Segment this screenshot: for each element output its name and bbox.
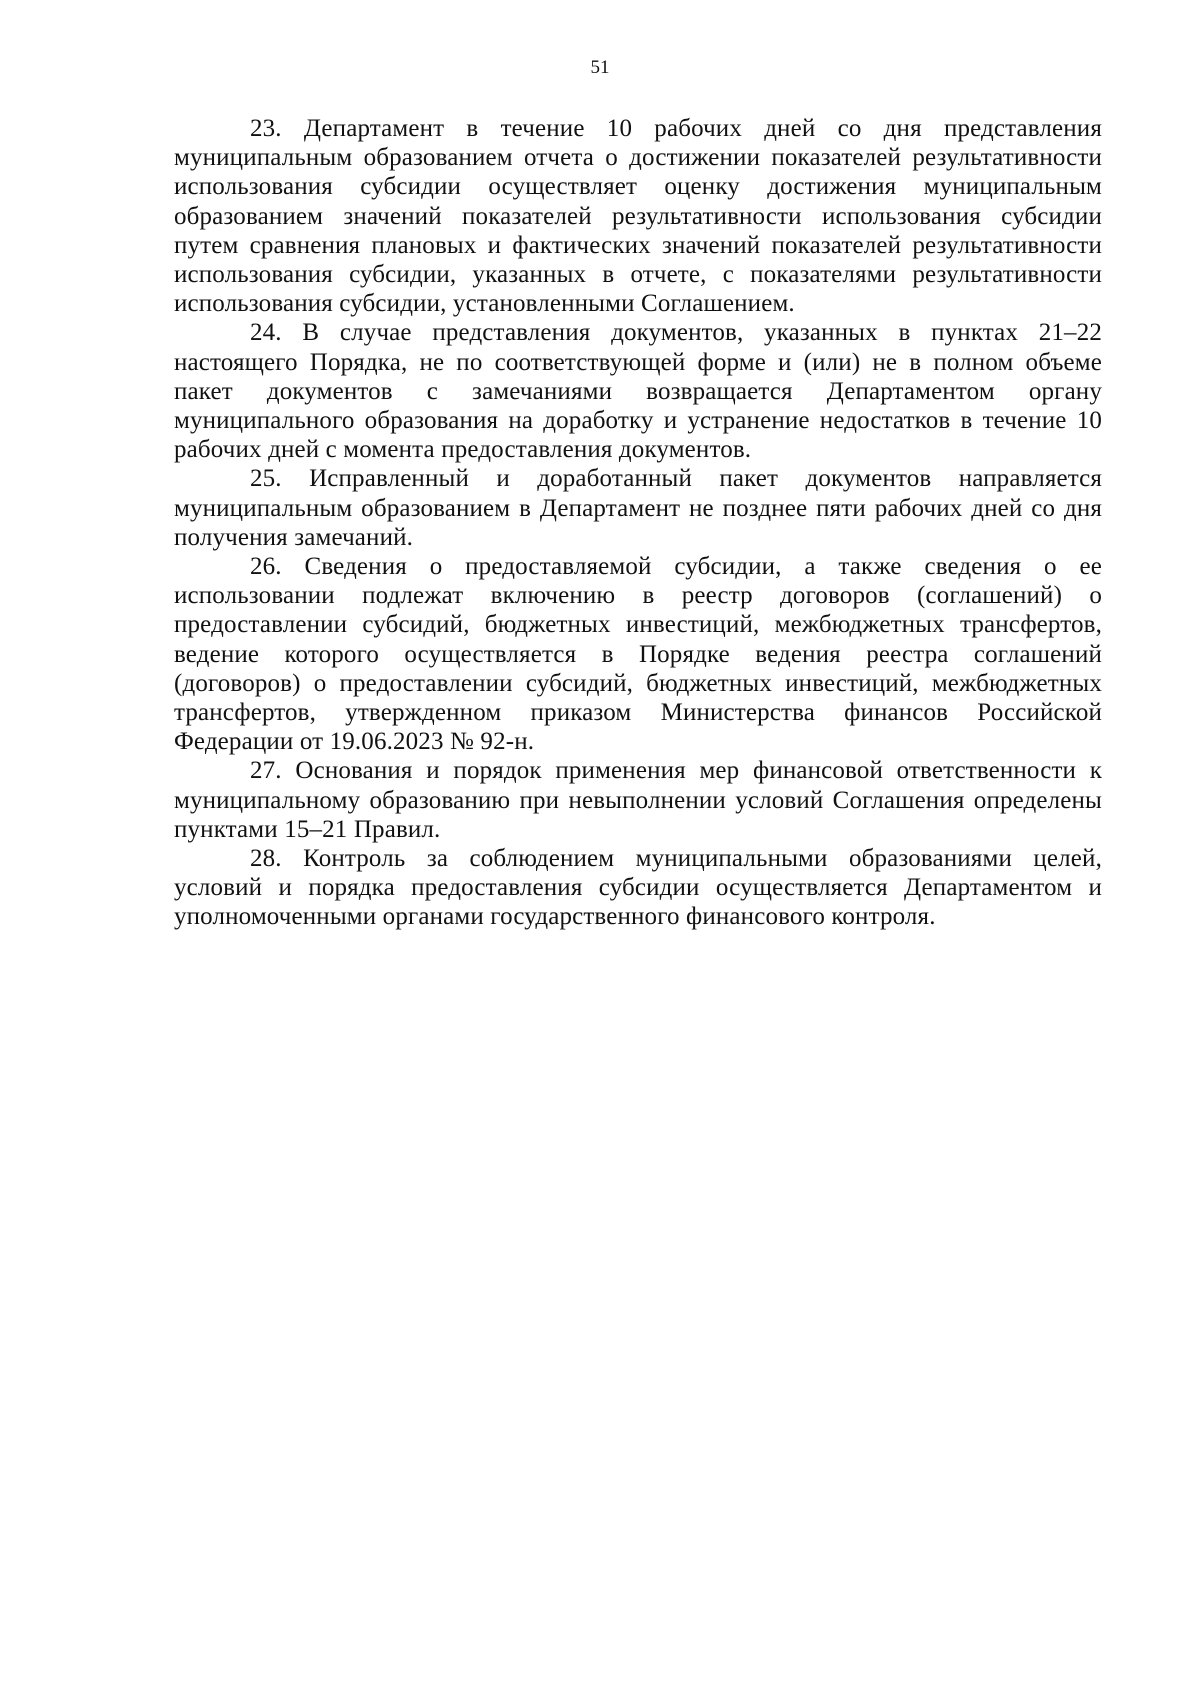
document-body	[174, 114, 1102, 932]
paragraph-number: 27.	[250, 757, 282, 785]
paragraph-27	[174, 756, 1102, 844]
paragraph-26	[174, 552, 1102, 756]
paragraph-text: Департамент в течение 10 рабочих дней со дня представления муниципальным образованием отчета о достижении показателей результативности использования субсидии осуществляет оценку достижения муниципальным образованием значений показателей результативности использования субсидии путем сравнения плановых и фактических значений показателей результативности использования субсидии, указанных в отчете, с показателями результативности использования субсидии, установленными Соглашением.	[174, 115, 1102, 318]
paragraph-number: 24.	[250, 319, 282, 347]
paragraph-number: 25.	[250, 465, 282, 493]
paragraph-28	[174, 844, 1102, 932]
paragraph-24	[174, 318, 1102, 464]
page-number: 51	[590, 57, 610, 78]
paragraph-23	[174, 114, 1102, 318]
paragraph-text: Исправленный и доработанный пакет документов направляется муниципальным образованием в Департамент не позднее пяти рабочих дней со дня получения замечаний.	[174, 465, 1102, 551]
paragraph-number: 26.	[250, 553, 282, 581]
paragraph-text: Сведения о предоставляемой субсидии, а также сведения о ее использовании подлежат включению в реестр договоров (соглашений) о предоставлении субсидий, бюджетных инвестиций, межбюджетных трансфертов, ведение которого осуществляется в Порядке ведения реестра соглашений (договоров) о предоставлении субсидий, бюджетных инвестиций, межбюджетных трансфертов, утвержденном приказом Министерства финансов Российской Федерации от 19.06.2023 № 92-н.	[174, 553, 1103, 756]
paragraph-text: Основания и порядок применения мер финансовой ответственности к муниципальному образованию при невыполнении условий Соглашения определены пунктами 15–21 Правил.	[174, 757, 1103, 843]
paragraph-number: 23.	[250, 115, 282, 142]
paragraph-text: В случае представления документов, указанных в пунктах 21–22 настоящего Порядка, не по соответствующей форме и (или) не в полном объеме пакет документов с замечаниями возвращается Департаментом органу муниципального образования на доработку и устранение недостатков в течение 10 рабочих дней с момента предоставления документов.	[174, 319, 1103, 464]
paragraph-text: Контроль за соблюдением муниципальными образованиями целей, условий и порядка предоставления субсидии осуществляется Департаментом и уполномоченными органами государственного финансового контроля.	[174, 845, 1102, 931]
paragraph-number: 28.	[250, 845, 282, 873]
paragraph-25	[174, 464, 1102, 552]
